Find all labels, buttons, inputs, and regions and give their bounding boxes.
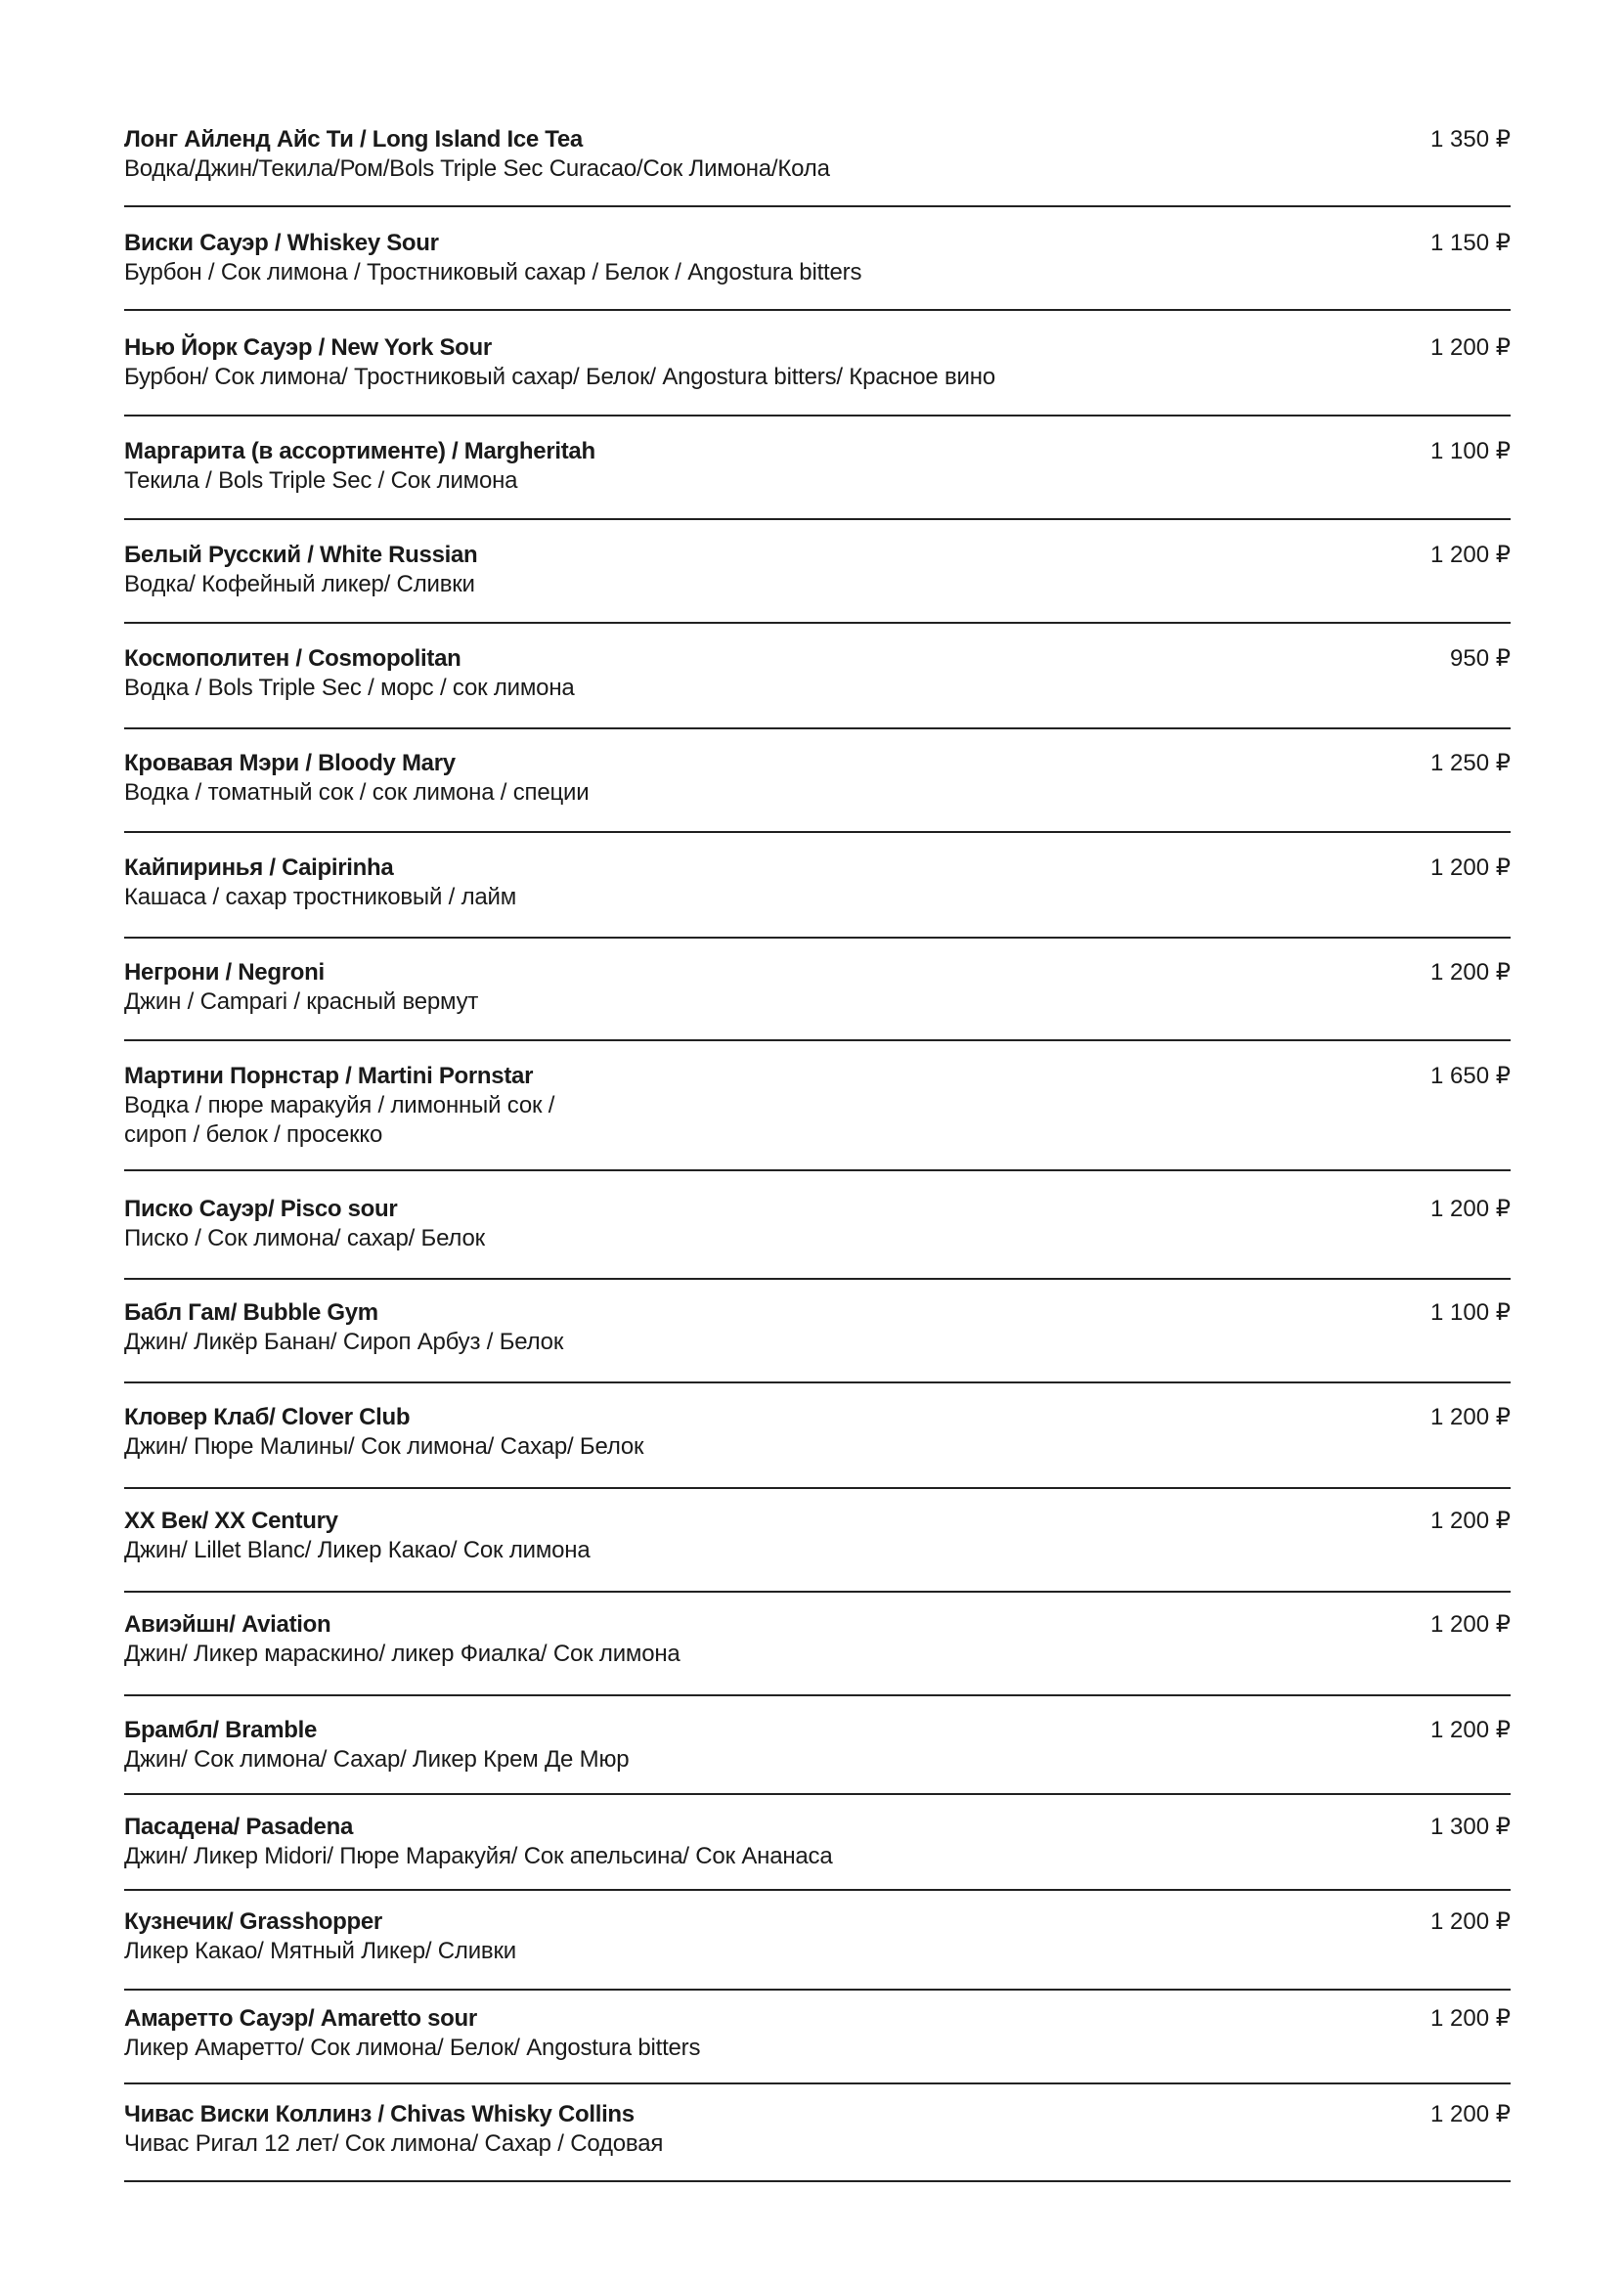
item-description: Джин / Campari / красный вермут — [124, 988, 479, 1015]
item-price: 1 200 ₽ — [1430, 959, 1511, 986]
item-title: Негрони / Negroni — [124, 959, 325, 986]
divider — [124, 518, 1511, 520]
divider — [124, 831, 1511, 833]
item-price: 1 250 ₽ — [1430, 750, 1511, 776]
item-price: 1 200 ₽ — [1430, 2101, 1511, 2127]
item-description: Джин/ Ликер Midori/ Пюре Маракуйя/ Сок апельсина/ Сок Ананаса — [124, 1843, 833, 1869]
item-description: Водка / Bols Triple Sec / морс / сок лимона — [124, 675, 575, 701]
divider — [124, 2180, 1511, 2182]
item-title: Космополитен / Cosmopolitan — [124, 645, 461, 672]
item-title: Мартини Порнстар / Martini Pornstar — [124, 1063, 534, 1089]
divider — [124, 1381, 1511, 1383]
item-title: Кловер Клаб/ Clover Club — [124, 1404, 411, 1430]
item-description: Ликер Амаретто/ Сок лимона/ Белок/ Angostura bitters — [124, 2035, 701, 2061]
item-price: 1 200 ₽ — [1430, 1611, 1511, 1638]
item-description: Джин/ Ликер мараскино/ ликер Фиалка/ Сок лимона — [124, 1641, 680, 1667]
item-title: Виски Сауэр / Whiskey Sour — [124, 230, 439, 256]
item-description: Кашаса / сахар тростниковый / лайм — [124, 884, 517, 910]
menu-item — [124, 125, 1511, 184]
item-description: Ликер Какао/ Мятный Ликер/ Сливки — [124, 1938, 516, 1964]
divider — [124, 1169, 1511, 1171]
item-description: Джин/ Ликёр Банан/ Сироп Арбуз / Белок — [124, 1329, 564, 1355]
divider — [124, 1989, 1511, 1991]
divider — [124, 205, 1511, 207]
item-price: 1 100 ₽ — [1430, 438, 1511, 464]
item-price: 1 150 ₽ — [1430, 230, 1511, 256]
menu-item — [124, 1507, 1511, 1565]
item-price: 950 ₽ — [1450, 645, 1511, 672]
divider — [124, 1039, 1511, 1041]
menu-item — [124, 2100, 1511, 2159]
menu-item — [124, 1403, 1511, 1462]
divider — [124, 1889, 1511, 1891]
item-title: Кайпиринья / Caipirinha — [124, 855, 394, 881]
item-price: 1 100 ₽ — [1430, 1299, 1511, 1326]
item-title: Белый Русский / White Russian — [124, 542, 478, 568]
menu-item — [124, 749, 1511, 808]
item-title: Брамбл/ Bramble — [124, 1717, 318, 1743]
item-price: 1 650 ₽ — [1430, 1063, 1511, 1089]
divider — [124, 622, 1511, 624]
item-description: Джин/ Lillet Blanc/ Ликер Какао/ Сок лимона — [124, 1537, 591, 1563]
item-description: Писко / Сок лимона/ сахар/ Белок — [124, 1225, 485, 1251]
menu-item — [124, 333, 1511, 392]
item-description: Водка / пюре маракуйя / лимонный сок / сироп / белок / просекко — [124, 1092, 555, 1148]
item-description: Бурбон/ Сок лимона/ Тростниковый сахар/ Белок/ Angostura bitters/ Красное вино — [124, 364, 995, 390]
item-title: Нью Йорк Сауэр / New York Sour — [124, 334, 492, 361]
item-title: Маргарита (в ассортименте) / Margheritah — [124, 438, 595, 464]
divider — [124, 937, 1511, 939]
item-price: 1 200 ₽ — [1430, 334, 1511, 361]
menu-item — [124, 1062, 1511, 1150]
divider — [124, 415, 1511, 416]
divider — [124, 1591, 1511, 1593]
item-price: 1 200 ₽ — [1430, 1196, 1511, 1222]
item-description: Чивас Ригал 12 лет/ Сок лимона/ Сахар / Содовая — [124, 2130, 664, 2157]
item-description: Водка/Джин/Текила/Ром/Bols Triple Sec Curacao/Сок Лимона/Кола — [124, 155, 830, 182]
item-title: Пасадена/ Pasadena — [124, 1814, 354, 1840]
divider — [124, 2082, 1511, 2084]
item-title: XX Век/ XX Century — [124, 1508, 338, 1534]
item-title: Чивас Виски Коллинз / Chivas Whisky Collins — [124, 2101, 635, 2127]
item-description: Текила / Bols Triple Sec / Сок лимона — [124, 467, 518, 494]
menu-item — [124, 1813, 1511, 1871]
item-price: 1 200 ₽ — [1430, 2005, 1511, 2032]
item-title: Лонг Айленд Айс Ти / Long Island Ice Tea — [124, 126, 583, 153]
divider — [124, 727, 1511, 729]
item-title: Кровавая Мэри / Bloody Mary — [124, 750, 456, 776]
menu-item — [124, 541, 1511, 599]
divider — [124, 1278, 1511, 1280]
menu-item — [124, 2004, 1511, 2063]
menu-item — [124, 229, 1511, 287]
item-title: Авиэйшн/ Aviation — [124, 1611, 331, 1638]
menu-item — [124, 1298, 1511, 1357]
item-description: Водка/ Кофейный ликер/ Сливки — [124, 571, 475, 597]
divider — [124, 1694, 1511, 1696]
item-price: 1 200 ₽ — [1430, 542, 1511, 568]
item-price: 1 350 ₽ — [1430, 126, 1511, 153]
item-title: Писко Сауэр/ Pisco sour — [124, 1196, 398, 1222]
menu-item — [124, 1907, 1511, 1966]
menu-item — [124, 644, 1511, 703]
item-description: Водка / томатный сок / сок лимона / специи — [124, 779, 590, 806]
item-title: Амаретто Сауэр/ Amaretto sour — [124, 2005, 477, 2032]
item-price: 1 300 ₽ — [1430, 1814, 1511, 1840]
item-price: 1 200 ₽ — [1430, 855, 1511, 881]
item-price: 1 200 ₽ — [1430, 1508, 1511, 1534]
menu-item — [124, 854, 1511, 912]
menu-item — [124, 1195, 1511, 1253]
divider — [124, 1487, 1511, 1489]
menu-item — [124, 1610, 1511, 1669]
menu-item — [124, 958, 1511, 1017]
divider — [124, 309, 1511, 311]
item-title: Бабл Гам/ Bubble Gym — [124, 1299, 378, 1326]
item-description: Бурбон / Сок лимона / Тростниковый сахар / Белок / Angostura bitters — [124, 259, 862, 285]
item-price: 1 200 ₽ — [1430, 1717, 1511, 1743]
item-price: 1 200 ₽ — [1430, 1908, 1511, 1935]
divider — [124, 1793, 1511, 1795]
item-price: 1 200 ₽ — [1430, 1404, 1511, 1430]
item-description: Джин/ Пюре Малины/ Сок лимона/ Сахар/ Белок — [124, 1433, 644, 1460]
item-title: Кузнечик/ Grasshopper — [124, 1908, 382, 1935]
menu-item — [124, 437, 1511, 496]
menu-item — [124, 1716, 1511, 1775]
item-description: Джин/ Сок лимона/ Сахар/ Ликер Крем Де Мюр — [124, 1746, 630, 1773]
